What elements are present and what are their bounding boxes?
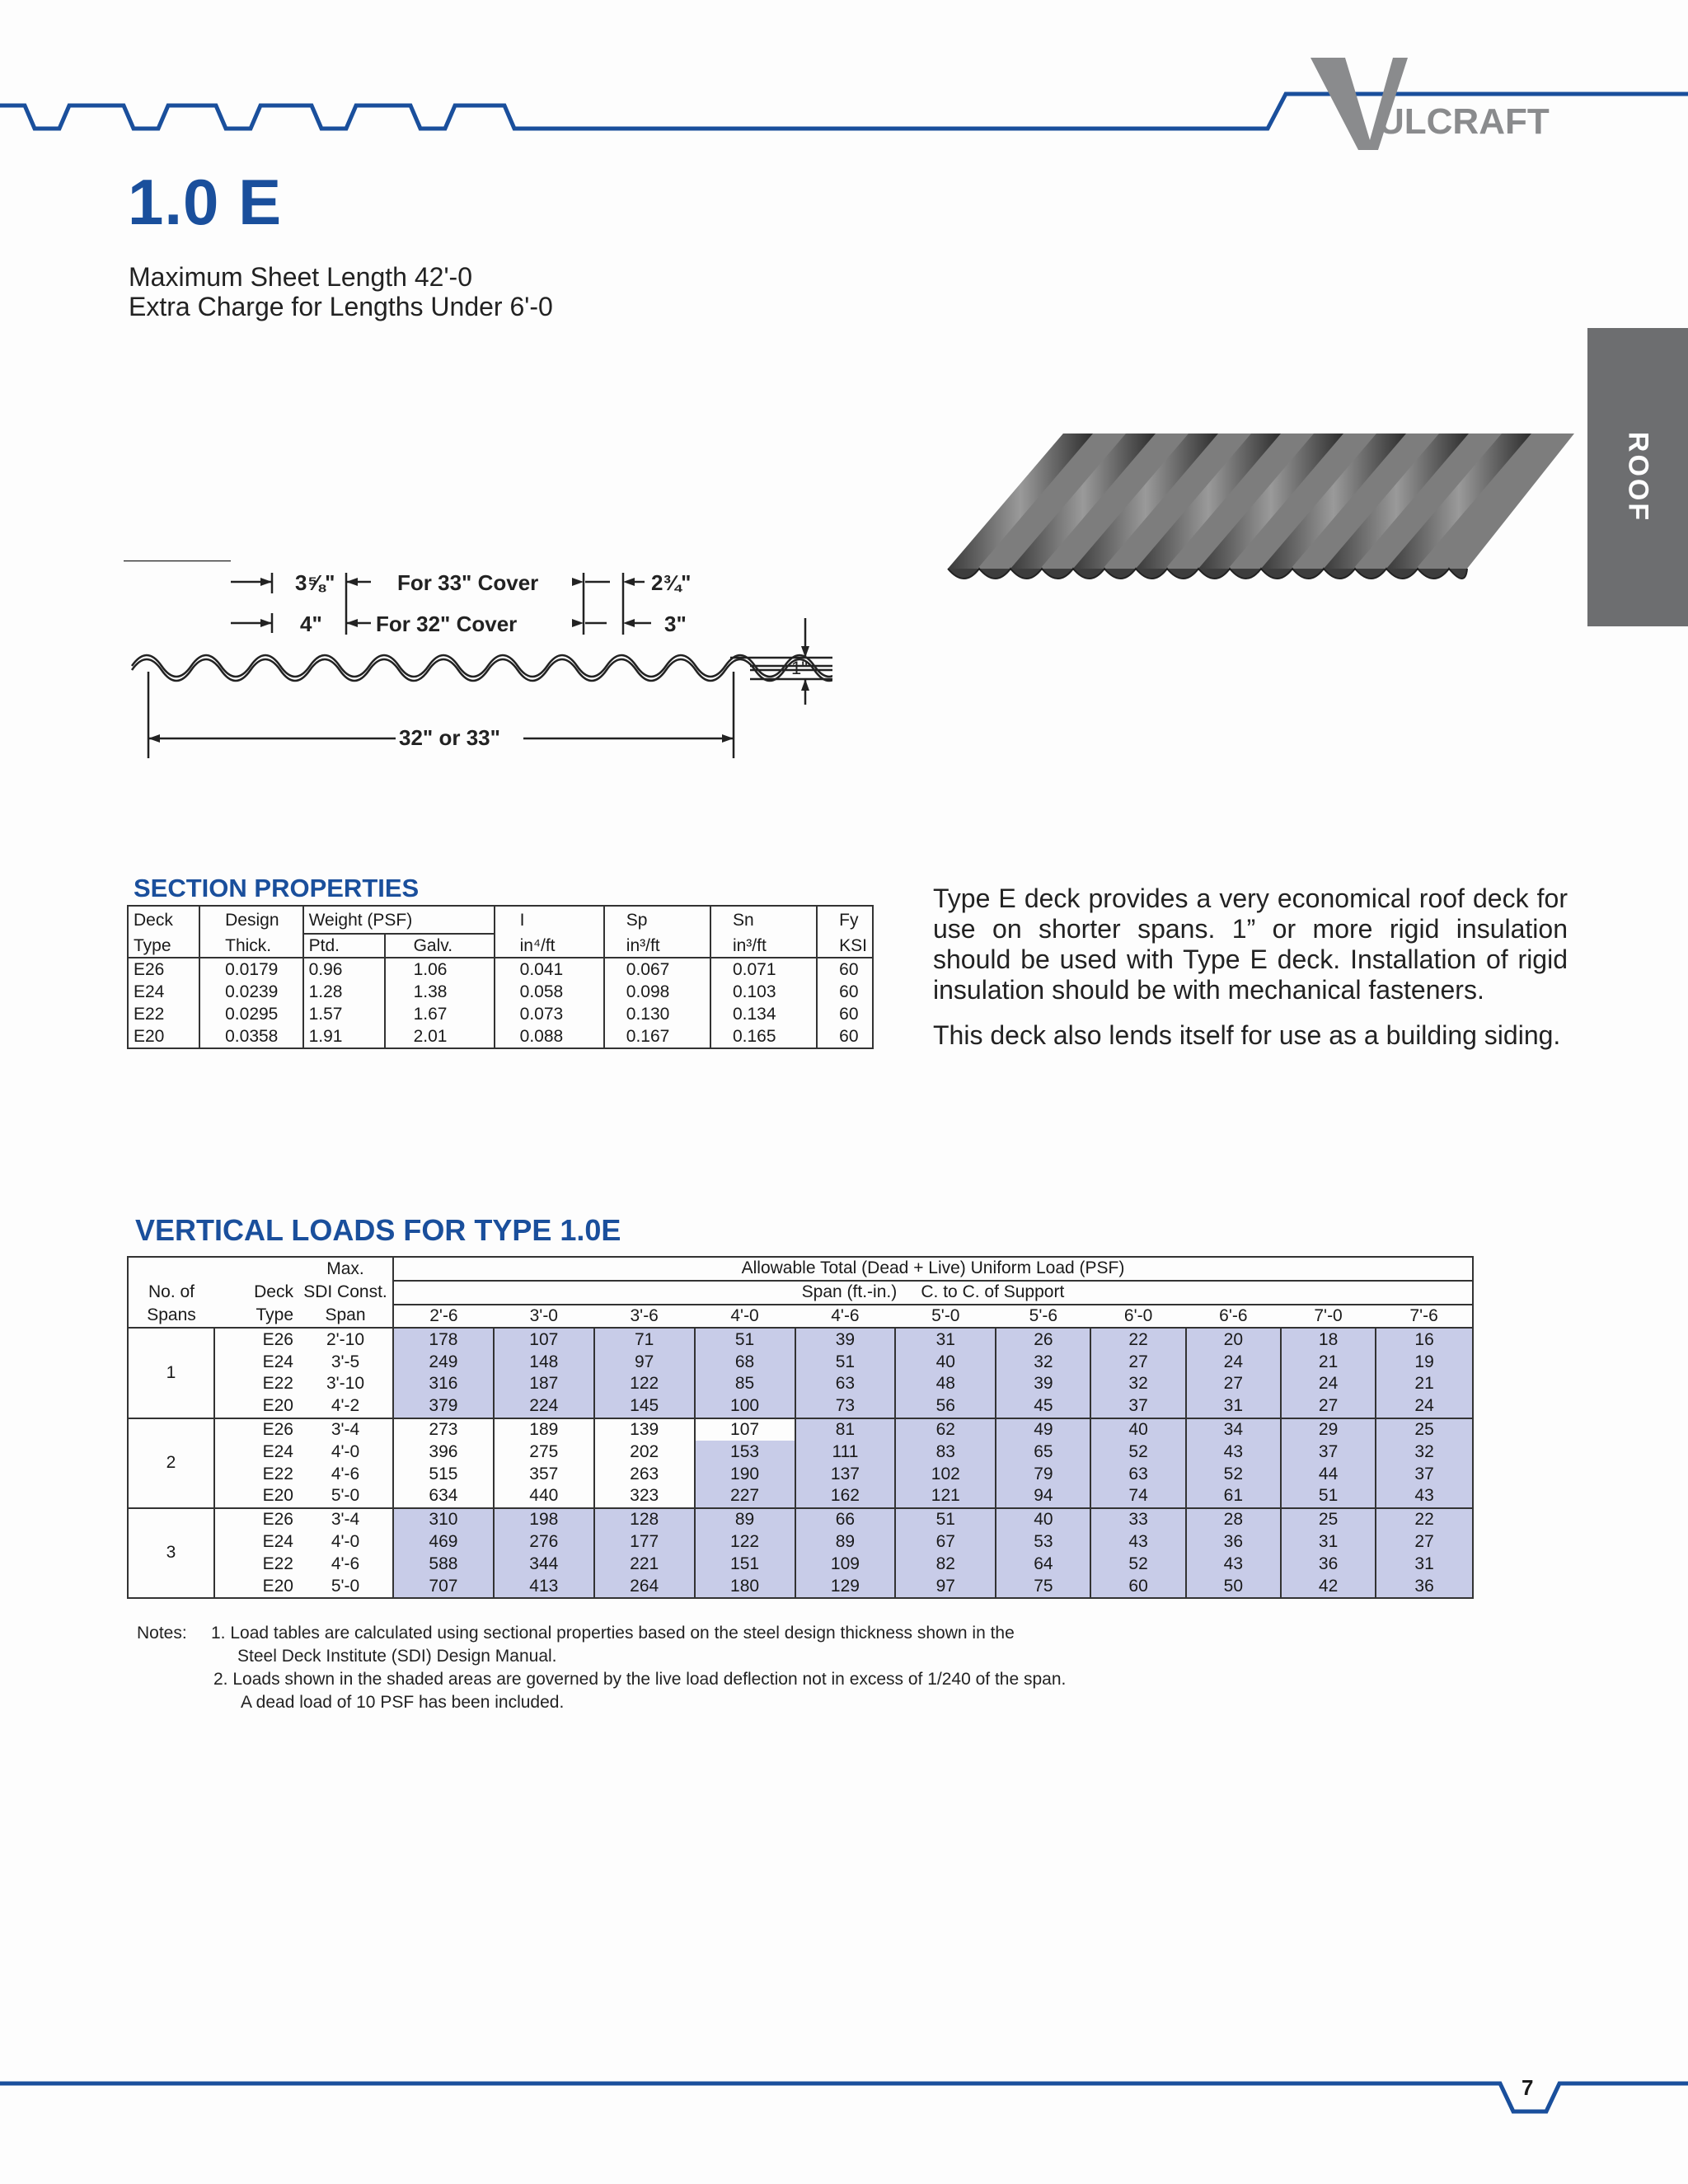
vl-load-cell: 49: [996, 1418, 1090, 1441]
vl-load-cell: 102: [895, 1463, 996, 1485]
vl-load-cell: 109: [795, 1553, 896, 1575]
vl-load-cell: 413: [494, 1575, 594, 1598]
vl-span-col-header: 3'-0: [494, 1305, 594, 1329]
dim-depth: 1": [791, 658, 809, 678]
vl-load-cell: 22: [1090, 1328, 1185, 1351]
vl-max-span-cell: 2'-10: [326, 1329, 365, 1349]
vl-span-col-header: 7'-0: [1281, 1305, 1376, 1329]
section-properties-table: [127, 905, 874, 1049]
sp-cell: 0.130: [604, 1003, 710, 1025]
vl-load-cell: 51: [895, 1508, 996, 1531]
vl-row: [128, 1531, 1473, 1554]
sp-cell: 0.098: [604, 981, 710, 1003]
vl-load-cell: 21: [1281, 1351, 1376, 1373]
notes: [137, 1622, 1066, 1714]
vl-spans-cell: 1: [166, 1362, 176, 1382]
vl-load-cell: 469: [393, 1531, 494, 1554]
vl-load-cell: 67: [895, 1531, 996, 1554]
vl-span-col-header: 5'-6: [996, 1305, 1090, 1329]
vl-load-cell: 97: [895, 1575, 996, 1598]
vl-load-cell: 227: [695, 1485, 795, 1508]
vl-load-cell: 145: [594, 1395, 695, 1418]
sp-cell: E26: [134, 960, 165, 979]
deck-panel-illustration: [940, 429, 1582, 593]
vl-h-no-of: No. of: [148, 1282, 195, 1302]
vl-h-sdi: SDI Const.: [303, 1282, 387, 1302]
vl-load-cell: 68: [695, 1351, 795, 1373]
vl-load-cell: 180: [695, 1575, 795, 1598]
sp-cell: 0.073: [495, 1003, 604, 1025]
vl-load-cell: 40: [895, 1351, 996, 1373]
sp-h-design: Design: [199, 906, 302, 934]
vl-max-span-cell: 4'-6: [331, 1554, 360, 1573]
sp-cell: 0.071: [710, 958, 817, 981]
vl-load-cell: 39: [996, 1373, 1090, 1395]
vl-load-cell: 20: [1186, 1328, 1281, 1351]
vl-load-cell: 198: [494, 1508, 594, 1531]
vl-max-span-cell: 4'-6: [331, 1464, 360, 1483]
vl-row: [128, 1508, 1473, 1531]
vulcraft-logo: [1311, 51, 1566, 157]
vl-load-cell: 31: [1281, 1531, 1376, 1554]
sp-h-i: I: [495, 906, 604, 934]
sp-h2-i-unit: in⁴/ft: [495, 934, 604, 958]
sp-cell: 1.91: [303, 1025, 385, 1048]
vl-max-span-cell: 3'-4: [298, 1418, 393, 1441]
side-tab-roof: [1587, 328, 1688, 626]
vl-load-cell: 37: [1376, 1463, 1473, 1485]
vertical-loads-heading: VERTICAL LOADS FOR TYPE 1.0E: [135, 1213, 621, 1247]
sp-h-weight: Weight (PSF): [303, 906, 495, 934]
vl-load-cell: 33: [1090, 1508, 1185, 1531]
vl-load-cell: 107: [695, 1418, 795, 1441]
vl-load-cell: 32: [1090, 1373, 1185, 1395]
sp-h2-fy-unit: KSI: [817, 934, 873, 958]
sp-h-fy: Fy: [817, 906, 873, 934]
sp-row: [128, 958, 873, 981]
vl-load-cell: 43: [1186, 1553, 1281, 1575]
vl-load-cell: 32: [1376, 1441, 1473, 1463]
vl-load-cell: 22: [1376, 1508, 1473, 1531]
vl-load-cell: 40: [1090, 1418, 1185, 1441]
vl-spans-cell: 3: [128, 1508, 214, 1598]
vl-max-span-cell: 3'-5: [331, 1352, 360, 1371]
vl-load-cell: 51: [1281, 1485, 1376, 1508]
vl-load-cell: 43: [1376, 1485, 1473, 1508]
vl-load-cell: 31: [895, 1328, 996, 1351]
vl-load-cell: 63: [795, 1373, 896, 1395]
sp-h2-ptd: Ptd.: [303, 934, 385, 958]
vl-load-cell: 36: [1186, 1531, 1281, 1554]
vl-load-cell: 31: [1376, 1553, 1473, 1575]
vl-load-cell: 74: [1090, 1485, 1185, 1508]
vl-load-cell: 79: [996, 1463, 1090, 1485]
sp-h2-sn-unit: in³/ft: [710, 934, 817, 958]
vl-span-col-header: 6'-0: [1090, 1305, 1185, 1329]
vl-load-cell: 37: [1281, 1441, 1376, 1463]
vl-load-cell: 42: [1281, 1575, 1376, 1598]
vl-load-cell: 28: [1186, 1508, 1281, 1531]
vl-load-cell: 65: [996, 1441, 1090, 1463]
vl-load-cell: 187: [494, 1373, 594, 1395]
vl-load-cell: 97: [594, 1351, 695, 1373]
vl-load-cell: 21: [1376, 1373, 1473, 1395]
sp-cell: 60: [817, 1025, 873, 1048]
vl-span-col-header: 5'-0: [895, 1305, 996, 1329]
vl-row: [128, 1395, 1473, 1418]
vl-type-cell: E26: [214, 1418, 298, 1441]
vl-load-cell: 36: [1376, 1575, 1473, 1598]
vl-load-cell: 60: [1090, 1575, 1185, 1598]
vl-load-cell: 44: [1281, 1463, 1376, 1485]
vl-load-cell: 202: [594, 1441, 695, 1463]
vl-row: [128, 1485, 1473, 1508]
vl-row: [128, 1418, 1473, 1441]
section-properties-heading: SECTION PROPERTIES: [134, 874, 420, 902]
sp-cell: 1.06: [385, 958, 495, 981]
vl-load-cell: 178: [393, 1328, 494, 1351]
vl-h-type: Type: [214, 1305, 298, 1329]
vl-load-cell: 52: [1186, 1463, 1281, 1485]
note-1-cont: Steel Deck Institute (SDI) Design Manual.: [237, 1647, 557, 1666]
vl-type-cell: E22: [214, 1463, 298, 1485]
vl-load-cell: 121: [895, 1485, 996, 1508]
vl-load-cell: 379: [393, 1395, 494, 1418]
dim-cover33-left: 3⅝": [295, 570, 335, 595]
vl-load-cell: 50: [1186, 1575, 1281, 1598]
vl-max-span-cell: 5'-0: [331, 1486, 360, 1506]
vl-load-cell: 707: [393, 1575, 494, 1598]
sp-cell: 1.67: [385, 1003, 495, 1025]
description-paragraph-1: Type E deck provides a very economical roof deck for use on shorter spans. 1” or more rigid insulation should be used with Type E deck. Installation of rigid insulation should be with mechanical fasteners.: [933, 883, 1568, 1005]
bottom-rule: [0, 2060, 1688, 2126]
vl-load-cell: 24: [1186, 1351, 1281, 1373]
notes-label: Notes:: [137, 1624, 187, 1643]
sp-h2-thick: Thick.: [199, 934, 302, 958]
vl-load-cell: 81: [795, 1418, 896, 1441]
vl-load-cell: 139: [594, 1418, 695, 1441]
vl-load-cell: 34: [1186, 1418, 1281, 1441]
vl-load-cell: 52: [1090, 1441, 1185, 1463]
dim-cover32-label: For 32" Cover: [376, 612, 518, 636]
vl-load-cell: 32: [996, 1351, 1090, 1373]
vl-load-cell: 52: [1090, 1553, 1185, 1575]
dim-cover33-label: For 33" Cover: [397, 570, 539, 595]
sp-h-sp: Sp: [604, 906, 710, 934]
vl-load-cell: 275: [494, 1441, 594, 1463]
side-tab-label: ROOF: [1622, 431, 1654, 523]
vl-h-deck: Deck: [254, 1282, 293, 1302]
vl-load-cell: 61: [1186, 1485, 1281, 1508]
sp-cell: 1.28: [303, 981, 385, 1003]
vl-type-cell: E20: [214, 1395, 298, 1418]
dim-width: 32" or 33": [399, 725, 500, 750]
description-paragraph-2: This deck also lends itself for use as a building siding.: [933, 1020, 1561, 1050]
sp-cell: E20: [134, 1027, 165, 1046]
vl-load-cell: 263: [594, 1463, 695, 1485]
vl-type-cell: E20: [214, 1485, 298, 1508]
vl-span-col-header: 7'-6: [1376, 1305, 1473, 1329]
subtitle-line-1: Maximum Sheet Length 42'-0: [129, 262, 472, 292]
vl-load-cell: 53: [996, 1531, 1090, 1554]
sp-h2-sp-unit: in³/ft: [604, 934, 710, 958]
vl-type-cell: E20: [214, 1575, 298, 1598]
vl-load-cell: 224: [494, 1395, 594, 1418]
subtitle-line-2: Extra Charge for Lengths Under 6'-0: [129, 292, 553, 321]
vl-load-cell: 396: [393, 1441, 494, 1463]
sp-cell: 1.38: [385, 981, 495, 1003]
dim-cover32-left: 4": [300, 612, 322, 636]
vl-load-cell: 51: [795, 1351, 896, 1373]
vl-load-cell: 128: [594, 1508, 695, 1531]
sp-h-sn: Sn: [710, 906, 817, 934]
vl-load-cell: 221: [594, 1553, 695, 1575]
vl-load-cell: 73: [795, 1395, 896, 1418]
vl-load-cell: 264: [594, 1575, 695, 1598]
deck-profile-diagram: [124, 560, 832, 775]
sp-h-deck: Deck: [134, 911, 173, 930]
sp-row: [128, 1003, 873, 1025]
vl-span-col-header: 6'-6: [1186, 1305, 1281, 1329]
vl-load-cell: 27: [1186, 1373, 1281, 1395]
vl-load-cell: 151: [695, 1553, 795, 1575]
vl-load-cell: 357: [494, 1463, 594, 1485]
vl-load-cell: 75: [996, 1575, 1090, 1598]
vl-h-spans: Spans: [128, 1305, 214, 1329]
vl-load-cell: 27: [1281, 1395, 1376, 1418]
vl-load-cell: 43: [1090, 1531, 1185, 1554]
vl-type-cell: E24: [214, 1531, 298, 1554]
vl-load-cell: 18: [1281, 1328, 1376, 1351]
vl-load-cell: 310: [393, 1508, 494, 1531]
vl-load-cell: 89: [695, 1508, 795, 1531]
vl-load-cell: 316: [393, 1373, 494, 1395]
vl-max-span-cell: 4'-0: [331, 1531, 360, 1551]
vl-load-cell: 37: [1090, 1395, 1185, 1418]
sp-cell: E22: [134, 1005, 165, 1024]
vl-load-cell: 26: [996, 1328, 1090, 1351]
vl-load-cell: 129: [795, 1575, 896, 1598]
vl-max-span-cell: 4'-2: [331, 1396, 360, 1416]
dim-cover33-right: 2¾": [651, 570, 692, 595]
vl-load-cell: 56: [895, 1395, 996, 1418]
vl-load-cell: 111: [795, 1441, 896, 1463]
vl-load-cell: 64: [996, 1553, 1090, 1575]
vl-load-cell: 16: [1376, 1328, 1473, 1351]
vl-load-cell: 148: [494, 1351, 594, 1373]
vl-load-cell: 83: [895, 1441, 996, 1463]
sp-row: [128, 981, 873, 1003]
sp-cell: 60: [817, 981, 873, 1003]
vl-load-cell: 137: [795, 1463, 896, 1485]
deck-description: [933, 883, 1568, 1051]
vl-load-cell: 31: [1186, 1395, 1281, 1418]
sp-cell: 0.067: [604, 958, 710, 981]
vl-load-cell: 107: [494, 1328, 594, 1351]
vl-load-cell: 27: [1376, 1531, 1473, 1554]
vl-type-cell: E26: [214, 1328, 298, 1351]
vl-load-cell: 273: [393, 1418, 494, 1441]
vl-span-col-header: 4'-6: [795, 1305, 896, 1329]
vl-type-cell: E22: [214, 1553, 298, 1575]
vl-load-cell: 40: [996, 1508, 1090, 1531]
vl-row: [128, 1463, 1473, 1485]
vl-load-cell: 19: [1376, 1351, 1473, 1373]
vl-load-cell: 66: [795, 1508, 896, 1531]
vl-load-cell: 62: [895, 1418, 996, 1441]
vl-h-max: Max.: [326, 1258, 364, 1278]
vl-load-cell: 51: [695, 1328, 795, 1351]
vl-load-cell: 190: [695, 1463, 795, 1485]
vl-type-cell: E24: [214, 1441, 298, 1463]
vl-load-cell: 162: [795, 1485, 896, 1508]
vl-load-cell: 45: [996, 1395, 1090, 1418]
sp-cell: 0.058: [495, 981, 604, 1003]
vl-max-span-cell: 4'-0: [331, 1441, 360, 1461]
vl-load-cell: 634: [393, 1485, 494, 1508]
vl-h-allowable: Allowable Total (Dead + Live) Uniform Load (PSF): [393, 1257, 1473, 1281]
vl-load-cell: 515: [393, 1463, 494, 1485]
note-2-cont: A dead load of 10 PSF has been included.: [241, 1693, 565, 1712]
vl-load-cell: 344: [494, 1553, 594, 1575]
vl-load-cell: 82: [895, 1553, 996, 1575]
logo-wordmark: ULCRAFT: [1378, 101, 1550, 142]
vl-load-cell: 588: [393, 1553, 494, 1575]
vl-load-cell: 63: [1090, 1463, 1185, 1485]
vl-load-cell: 25: [1376, 1418, 1473, 1441]
sp-cell: 2.01: [385, 1025, 495, 1048]
vl-span-col-header: 2'-6: [393, 1305, 494, 1329]
vl-load-cell: 94: [996, 1485, 1090, 1508]
vl-load-cell: 29: [1281, 1418, 1376, 1441]
vl-max-span-cell: 5'-0: [331, 1576, 360, 1596]
sp-cell: 0.0239: [199, 981, 302, 1003]
vl-row: [128, 1575, 1473, 1598]
sp-cell: 0.0295: [199, 1003, 302, 1025]
vl-load-cell: 71: [594, 1328, 695, 1351]
sp-cell: 0.103: [710, 981, 817, 1003]
vl-load-cell: 276: [494, 1531, 594, 1554]
vl-load-cell: 177: [594, 1531, 695, 1554]
vertical-loads-table: [127, 1256, 1474, 1599]
vl-type-cell: E24: [214, 1351, 298, 1373]
vl-max-span-cell: 3'-10: [326, 1374, 365, 1394]
sp-cell: 0.0358: [199, 1025, 302, 1048]
sp-cell: 0.165: [710, 1025, 817, 1048]
vl-row: [128, 1351, 1473, 1373]
sp-cell: 0.041: [495, 958, 604, 981]
vl-load-cell: 189: [494, 1418, 594, 1441]
sp-cell: 60: [817, 958, 873, 981]
vl-h-span: Span: [298, 1305, 393, 1329]
vl-load-cell: 89: [795, 1531, 896, 1554]
vl-load-cell: 122: [695, 1531, 795, 1554]
vl-load-cell: 323: [594, 1485, 695, 1508]
vl-max-span-cell: 3'-4: [298, 1508, 393, 1531]
vl-row: [128, 1553, 1473, 1575]
vl-load-cell: 36: [1281, 1553, 1376, 1575]
page-title: 1.0 E: [128, 166, 283, 238]
vl-load-cell: 25: [1281, 1508, 1376, 1531]
sp-cell: 1.57: [303, 1003, 385, 1025]
vl-row: [128, 1441, 1473, 1463]
vl-row: [128, 1328, 1473, 1351]
dim-cover32-right: 3": [664, 612, 687, 636]
sp-cell: 0.134: [710, 1003, 817, 1025]
vl-span-col-header: 3'-6: [594, 1305, 695, 1329]
sp-cell: 0.96: [303, 958, 385, 981]
sp-cell: 0.167: [604, 1025, 710, 1048]
vl-load-cell: 122: [594, 1373, 695, 1395]
sp-cell: 0.0179: [199, 958, 302, 981]
vl-load-cell: 39: [795, 1328, 896, 1351]
vl-load-cell: 48: [895, 1373, 996, 1395]
vl-load-cell: 249: [393, 1351, 494, 1373]
page-number: 7: [1522, 2075, 1534, 2100]
vl-load-cell: 24: [1281, 1373, 1376, 1395]
vl-h-span-title: Span (ft.-in.) C. to C. of Support: [393, 1281, 1473, 1305]
vl-span-col-header: 4'-0: [695, 1305, 795, 1329]
note-1: 1. Load tables are calculated using sectional properties based on the steel design thickness shown in the: [211, 1624, 1015, 1643]
vl-load-cell: 440: [494, 1485, 594, 1508]
vl-type-cell: E26: [214, 1508, 298, 1531]
sp-cell: 0.088: [495, 1025, 604, 1048]
sp-h2-type: Type: [128, 934, 199, 958]
sp-row: [128, 1025, 873, 1048]
vl-load-cell: 43: [1186, 1441, 1281, 1463]
sp-cell: E24: [134, 982, 165, 1001]
sp-h2-galv: Galv.: [385, 934, 495, 958]
vl-load-cell: 85: [695, 1373, 795, 1395]
vl-row: [128, 1373, 1473, 1395]
vl-load-cell: 24: [1376, 1395, 1473, 1418]
vl-load-cell: 27: [1090, 1351, 1185, 1373]
vl-load-cell: 100: [695, 1395, 795, 1418]
note-2: 2. Loads shown in the shaded areas are governed by the live load deflection not in excess of 1/240 of the span.: [213, 1670, 1067, 1689]
vl-type-cell: E22: [214, 1373, 298, 1395]
vl-load-cell: 153: [695, 1441, 795, 1463]
sp-cell: 60: [817, 1003, 873, 1025]
vl-spans-cell: 2: [128, 1418, 214, 1508]
